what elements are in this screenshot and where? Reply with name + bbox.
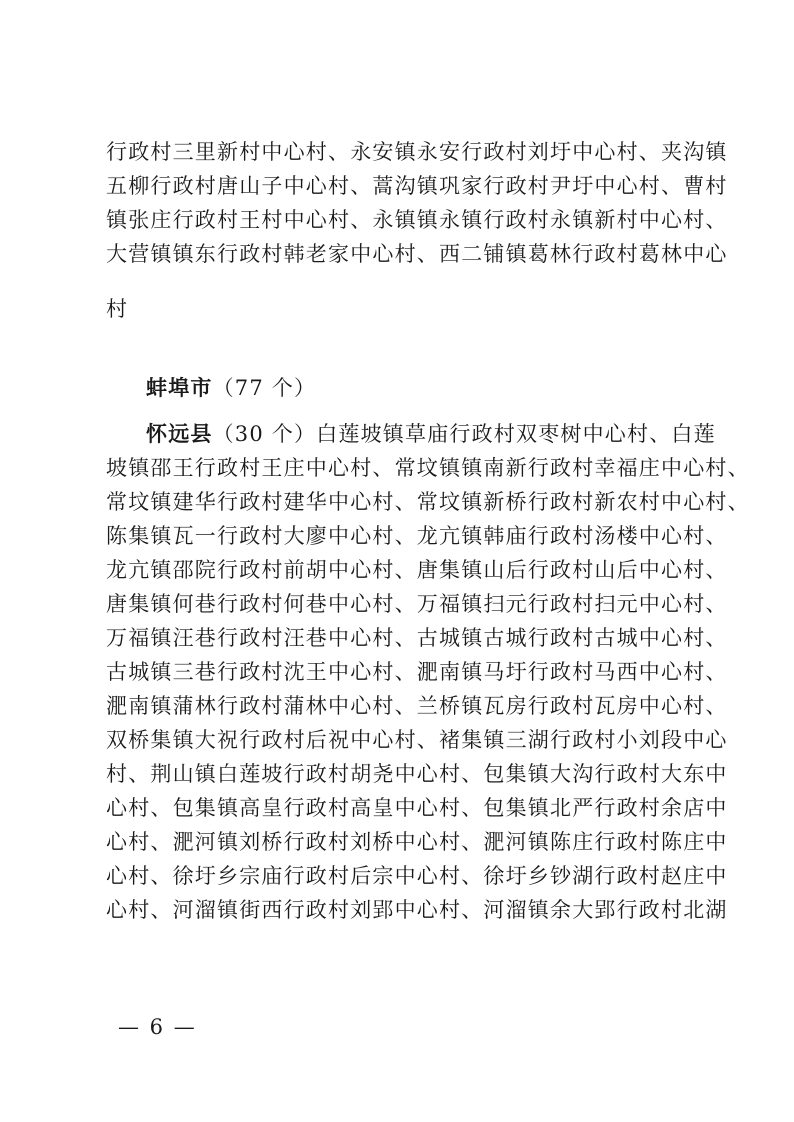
- paragraph-line: [106, 929, 696, 959]
- page-number: — 6 —: [118, 1015, 197, 1039]
- paragraph-line: 常坟镇建华行政村建华中心村、常坟镇新桥行政村新农村中心村、: [106, 490, 750, 514]
- paragraph-line: 坡镇邵王行政村王庄中心村、常坟镇镇南新行政村幸福庄中心村、: [106, 456, 750, 480]
- paragraph-line: 五柳行政村唐山子中心村、蒿沟镇巩家行政村尹圩中心村、曹村: [106, 174, 728, 198]
- paragraph-line: 行政村三里新村中心村、永安镇永安行政村刘圩中心村、夹沟镇: [106, 140, 728, 164]
- city-heading: [146, 373, 696, 403]
- paragraph-line: 心村、徐圩乡宗庙行政村后宗中心村、徐圩乡钞湖行政村赵庄中: [106, 864, 728, 888]
- paragraph-line: 心村、淝河镇刘桥行政村刘桥中心村、淝河镇陈庄行政村陈庄中: [106, 830, 728, 854]
- county-first-line: [146, 419, 716, 449]
- paragraph-line: 万福镇汪巷行政村汪巷中心村、古城镇古城行政村古城中心村、: [106, 626, 728, 650]
- paragraph-line: 古城镇三巷行政村沈王中心村、淝南镇马圩行政村马西中心村、: [106, 660, 728, 684]
- county-first-line-text: （30 个）白莲坡镇草庙行政村双枣树中心村、白莲: [212, 422, 716, 446]
- paragraph-line: 心村、河溜镇街西行政村刘郢中心村、河溜镇余大郢行政村北湖: [106, 898, 728, 922]
- paragraph-line: 龙亢镇邵院行政村前胡中心村、唐集镇山后行政村山后中心村、: [106, 558, 728, 582]
- paragraph-line: 镇张庄行政村王村中心村、永镇镇永镇行政村永镇新村中心村、: [106, 208, 728, 232]
- paragraph-line: 心村、包集镇高皇行政村高皇中心村、包集镇北严行政村余店中: [106, 796, 728, 820]
- paragraph-line: 陈集镇瓦一行政村大廖中心村、龙亢镇韩庙行政村汤楼中心村、: [106, 524, 728, 548]
- paragraph-line: 唐集镇何巷行政村何巷中心村、万福镇扫元行政村扫元中心村、: [106, 592, 728, 616]
- paragraph-line: 村: [106, 297, 129, 321]
- paragraph-line: 村、荆山镇白莲坡行政村胡尧中心村、包集镇大沟行政村大东中: [106, 762, 728, 786]
- watermark: ​: [195, 509, 265, 630]
- county-name: 怀远县: [146, 422, 213, 446]
- city-heading-count: （77 个）: [212, 376, 317, 400]
- paragraph-line: 大营镇镇东行政村韩老家中心村、西二铺镇葛林行政村葛林中心: [106, 242, 728, 266]
- paragraph-line: [106, 963, 696, 993]
- paragraph-line: 淝南镇蒲林行政村蒲林中心村、兰桥镇瓦房行政村瓦房中心村、: [106, 694, 728, 718]
- city-heading-name: 蚌埠市: [146, 376, 213, 400]
- paragraph-line: 双桥集镇大祝行政村后祝中心村、褚集镇三湖行政村小刘段中心: [106, 728, 728, 752]
